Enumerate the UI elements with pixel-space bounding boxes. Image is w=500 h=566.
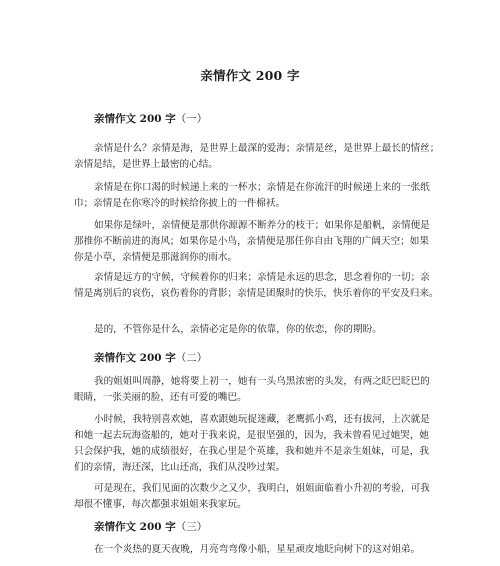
- text-line: 我的姐姐叫周静，她将要上初一，她有一头乌黑浓密的头发，有两之眨巴眨巴的: [94, 376, 430, 387]
- paragraph: [74, 218, 434, 266]
- paragraph: [74, 180, 434, 212]
- paragraph: [74, 542, 434, 558]
- text-line: 是的，不管你是什么，亲情必定是你的依靠，你的依恋，你的期盼。: [94, 324, 382, 335]
- section-number: （三）: [175, 521, 208, 533]
- section-heading: [94, 519, 207, 534]
- text-line: 在一个炎热的夏天夜晚，月亮弯弯像小船，星星顽皮地眨向树下的这对姐弟。: [94, 544, 421, 555]
- text-line: 只会保护我，她的成绩很好，在我心里是个英雄，我和她并不是亲生姐妹，可是，我: [74, 446, 429, 457]
- section-heading-text: 亲情作文 200 字: [94, 352, 176, 364]
- text-line: 情是离别后的哀伤，哀伤着你的背影；亲情是团聚时的快乐，快乐着你的平安及归来。: [74, 288, 439, 299]
- text-line: 巾；亲情是在你寒冷的时候给你披上的一件棉袄。: [74, 198, 286, 209]
- text-line: 和她一起去玩海盗船的，她对于我来说，是很坚强的，因为，我未曾看见过她哭，她: [74, 430, 429, 441]
- document-title: 亲情作文 200 字: [200, 68, 300, 83]
- paragraph: [74, 481, 434, 513]
- section-heading: [94, 350, 207, 365]
- text-line: 如果你是绿叶，亲情便是那供你源源不断养分的枝干；如果你是船帆，亲情便是: [94, 220, 430, 231]
- text-line: 小时候，我特别喜欢她，喜欢跟她玩捉迷藏，老鹰抓小鸡，还有拔河，上次就是: [94, 414, 430, 425]
- section-heading-text: 亲情作文 200 字: [94, 521, 176, 533]
- paragraph: [74, 374, 434, 406]
- text-line: 亲情是远方的守候，守候着你的归来；亲情是永远的思念，思念着你的一切；亲: [94, 272, 430, 283]
- section-number: （二）: [175, 352, 208, 364]
- text-line: 你是小草，亲情便是那滋润你的雨水。: [74, 252, 238, 263]
- text-line: 那推你不断前进的海风；如果你是小鸟，亲情便是那任你自由飞翔的广阔天空；如果: [74, 236, 429, 247]
- text-line: 眼睛，一张美丽的脸，还有可爱的嘴巴。: [74, 392, 247, 403]
- paragraph: [74, 412, 434, 476]
- section-number: （一）: [175, 113, 208, 125]
- paragraph: [74, 141, 440, 173]
- text-line: 亲情是什么？亲情是海，是世界上最深的爱海；亲情是丝，是世界上最长的情丝；: [94, 143, 440, 154]
- text-line: 可是现在，我们见面的次数少之又少，我明白，姐姐面临着小升初的考验，可我: [94, 483, 430, 494]
- paragraph: [74, 322, 434, 338]
- text-line: 却很不懂事，每次都强求姐姐来我家玩。: [74, 499, 247, 510]
- text-line: 亲情是在你口渴的时候递上来的一杯水；亲情是在你流汗的时候递上来的一张纸: [94, 182, 430, 193]
- section-heading: [94, 111, 207, 126]
- paragraph: [74, 270, 439, 302]
- text-line: 们的亲情，海还深，比山还高，我们从没吵过架。: [74, 462, 286, 473]
- text-line: 亲情是结，是世界上最密的心结。: [74, 159, 218, 170]
- section-heading-text: 亲情作文 200 字: [94, 113, 176, 125]
